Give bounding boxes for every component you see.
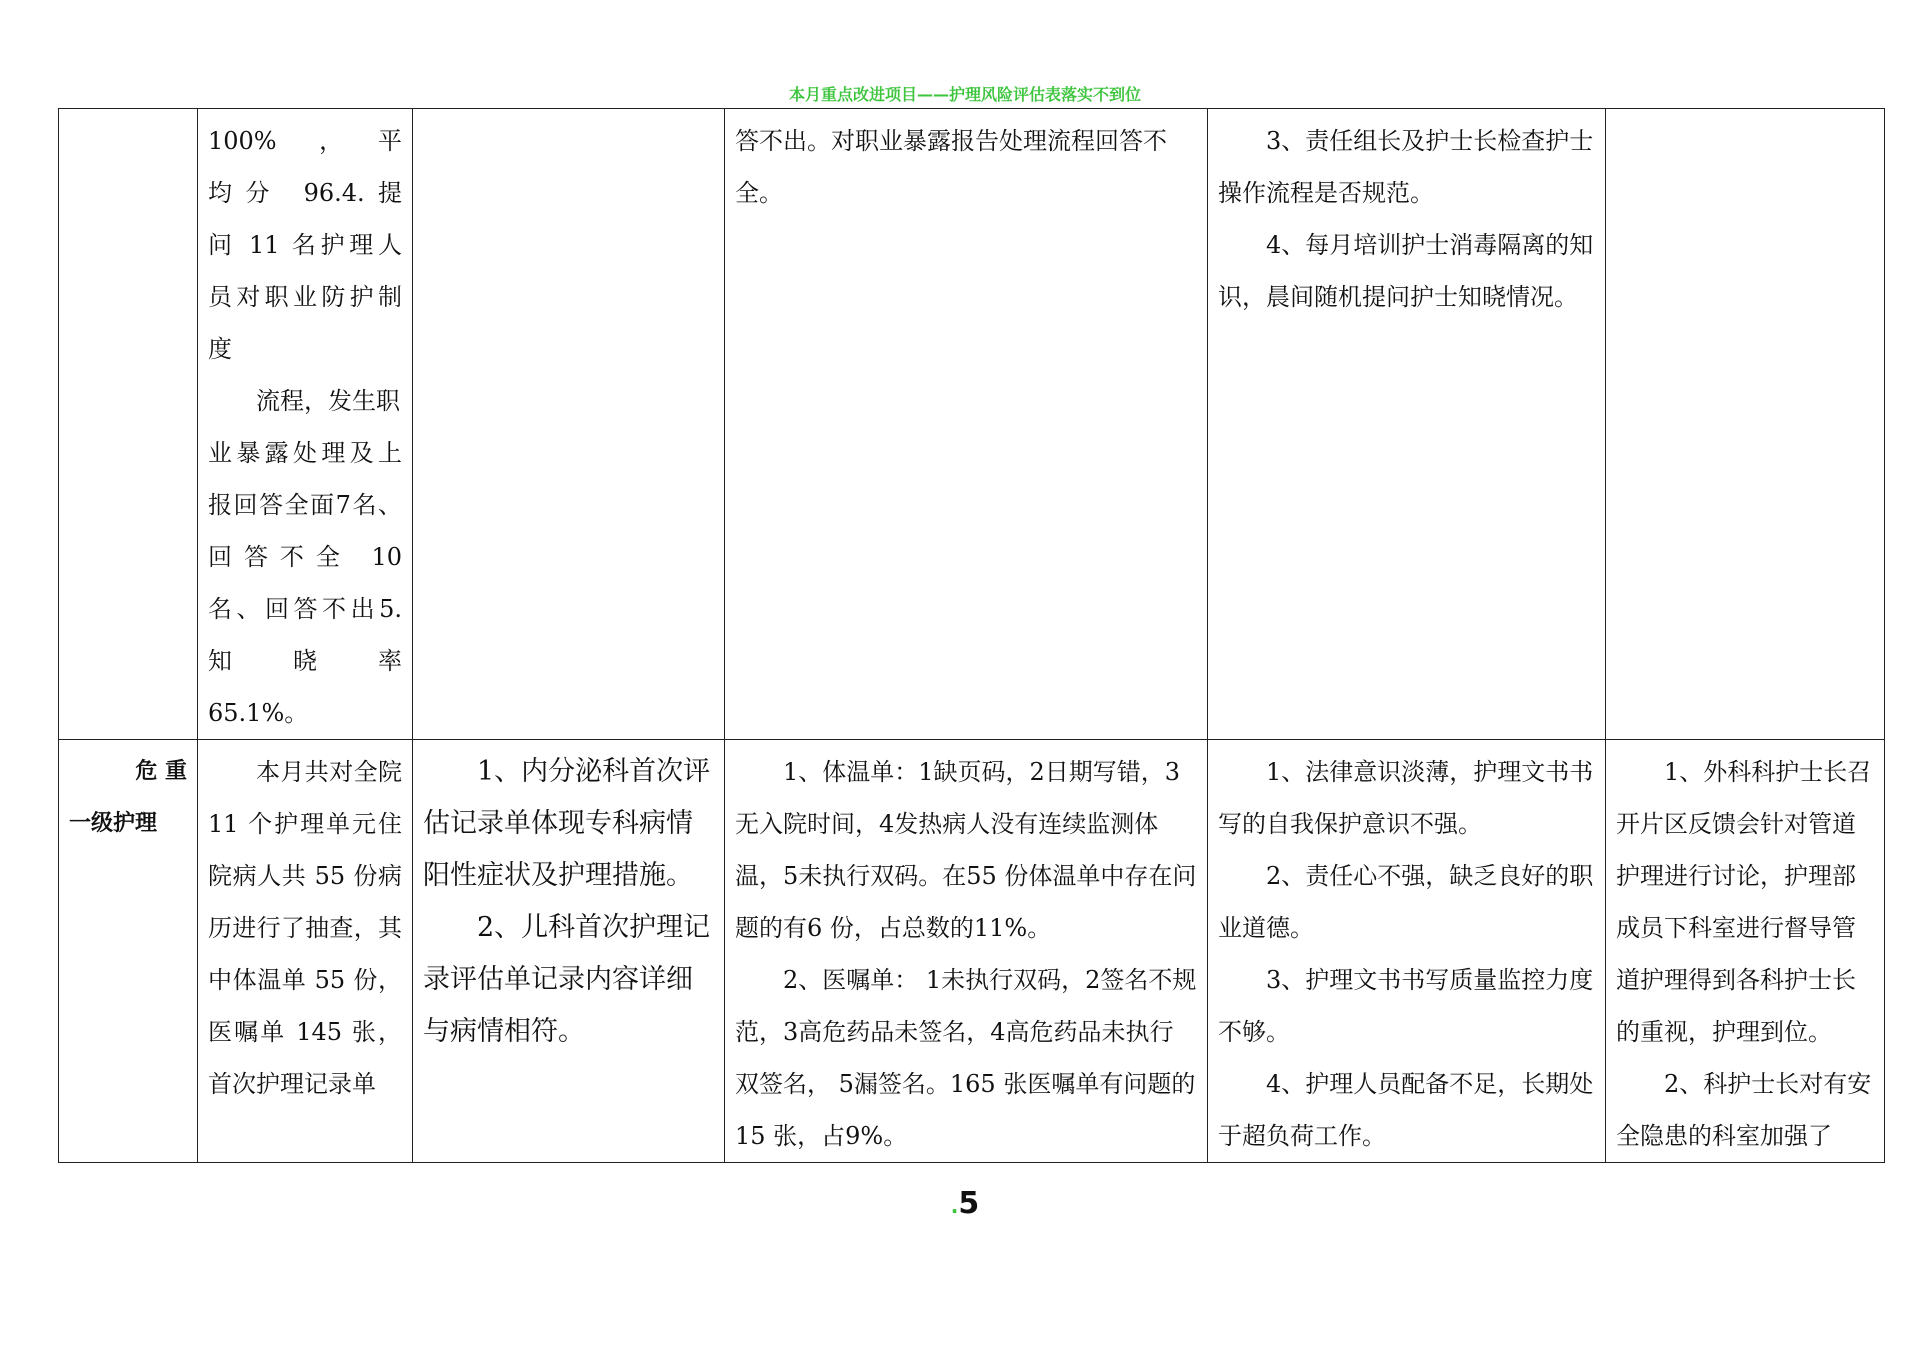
row2-category-cell bbox=[59, 740, 198, 1163]
row2-strengths-paragraph: 1、内分泌科首次评估记录单体现专科病情阳性症状及护理措施。 bbox=[423, 756, 711, 891]
row2-problems-paragraph: 1、体温单：1缺页码，2日期写错，3无入院时间，4发热病人没有连续监测体温，5未执行双码。在55 份体温单中存在问题的有6 份，占总数的11%。 bbox=[735, 758, 1197, 942]
row2-inspection-paragraph: 本月共对全院 11 个护理单元住院病人共 55 份病历进行了抽查，其中体温单 55 份，医嘱单 145 张，首次护理记录单 bbox=[208, 758, 402, 1098]
row1-inspection-line: 度 bbox=[208, 335, 232, 363]
row2-problems-paragraph: 2、医嘱单： 1未执行双码，2签名不规范，3高危药品未签名，4高危药品未执行双签名， 5漏签名。165 张医嘱单有问题的15 张，占9%。 bbox=[735, 966, 1197, 1150]
row2-causes-paragraph: 2、责任心不强，缺乏良好的职业道德。 bbox=[1218, 862, 1594, 942]
row2-problems-cell bbox=[725, 740, 1208, 1163]
row1-inspection-line: 65.1%。 bbox=[208, 699, 309, 727]
row1-strengths-cell bbox=[413, 109, 725, 740]
row1-inspection-line: 问 11 名护理人 bbox=[208, 231, 402, 259]
page-number bbox=[0, 1186, 1930, 1221]
row1-problems-cell bbox=[725, 109, 1208, 740]
row2-causes-paragraph: 3、护理文书书写质量监控力度不够。 bbox=[1218, 966, 1594, 1046]
nursing-quality-table bbox=[58, 108, 1885, 1163]
table-row bbox=[59, 740, 1885, 1163]
row1-inspection-line: 员对职业防护制 bbox=[208, 283, 402, 311]
row2-strengths-paragraph: 2、儿科首次护理记录评估单记录内容详细与病情相符。 bbox=[423, 912, 711, 1047]
row2-inspection-cell bbox=[198, 740, 413, 1163]
row2-measures-paragraph: 1、外科科护士长召开片区反馈会针对管道护理进行讨论，护理部成员下科室进行督导管道护理得到各科护士长的重视，护理到位。 bbox=[1616, 758, 1872, 1046]
row2-category-line: 危 重 bbox=[135, 759, 187, 784]
row1-inspection-line: 100% ，平 bbox=[208, 127, 402, 155]
row1-inspection-line: 回答不全 10 bbox=[208, 543, 402, 571]
row1-inspection-line: 流程，发生职 bbox=[256, 387, 400, 415]
page-header-title: 本月重点改进项目——护理风险评估表落实不到位 bbox=[788, 85, 1141, 104]
page-number-dot: . bbox=[950, 1194, 959, 1218]
table-row bbox=[59, 109, 1885, 740]
row2-measures-paragraph: 2、科护士长对有安全隐患的科室加强了 bbox=[1616, 1070, 1872, 1150]
row2-category-line: 一级护理 bbox=[69, 811, 158, 836]
row2-causes-cell bbox=[1208, 740, 1606, 1163]
row1-inspection-line: 知 晓 率 bbox=[208, 647, 402, 675]
row1-inspection-cell bbox=[198, 109, 413, 740]
row1-category-cell bbox=[59, 109, 198, 740]
row2-causes-paragraph: 4、护理人员配备不足，长期处于超负荷工作。 bbox=[1218, 1070, 1594, 1150]
page-number-value: 5 bbox=[958, 1186, 980, 1221]
row1-causes-cell bbox=[1208, 109, 1606, 740]
row1-inspection-line: 业暴露处理及上 bbox=[208, 439, 402, 467]
row2-strengths-cell bbox=[413, 740, 725, 1163]
row1-measures-cell bbox=[1606, 109, 1885, 740]
row1-causes-paragraph: 3、责任组长及护士长检查护士操作流程是否规范。 bbox=[1218, 127, 1594, 207]
row2-measures-cell bbox=[1606, 740, 1885, 1163]
row1-inspection-line: 报回答全面7名、 bbox=[208, 491, 402, 519]
row1-inspection-line: 均分 96.4.提 bbox=[208, 179, 402, 207]
row2-causes-paragraph: 1、法律意识淡薄，护理文书书写的自我保护意识不强。 bbox=[1218, 758, 1594, 838]
row1-problems-paragraph: 答不出。对职业暴露报告处理流程回答不全。 bbox=[735, 127, 1167, 207]
row1-causes-paragraph: 4、每月培训护士消毒隔离的知识，晨间随机提问护士知晓情况。 bbox=[1218, 231, 1594, 311]
row1-inspection-line: 名、回答不出5. bbox=[208, 595, 402, 623]
